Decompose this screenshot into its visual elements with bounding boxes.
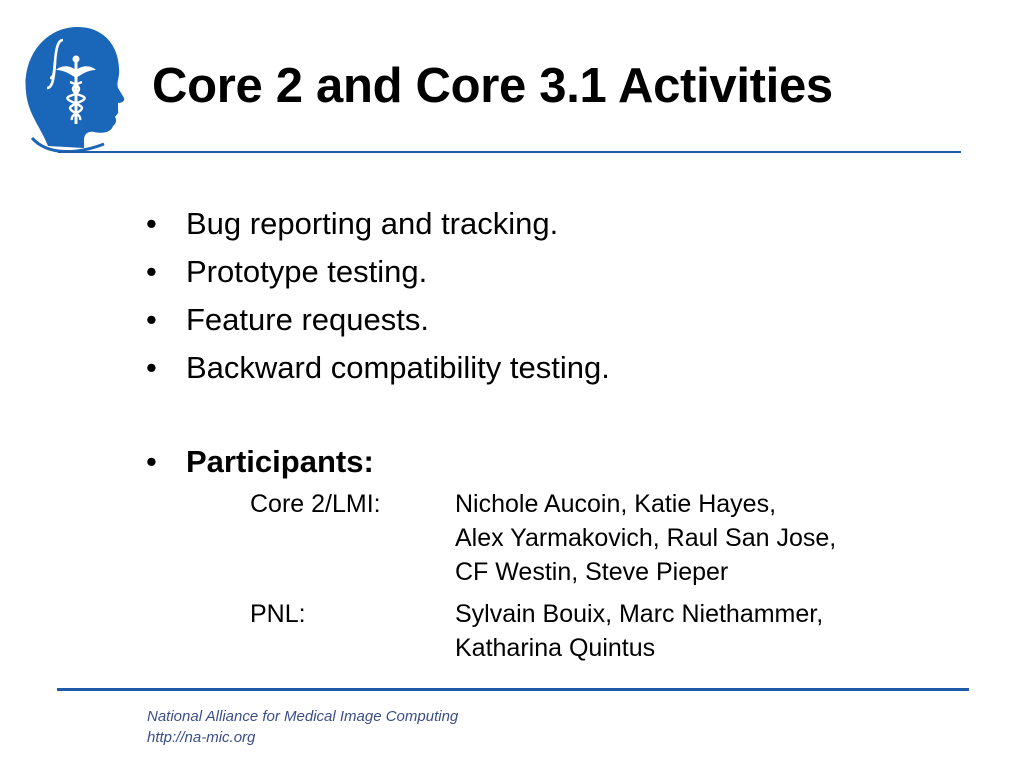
- bullet-dot: •: [146, 444, 157, 479]
- na-mic-head-caduceus-icon: [18, 22, 128, 154]
- slide-title: Core 2 and Core 3.1 Activities: [152, 59, 833, 113]
- bullet-dot: •: [146, 206, 157, 241]
- bullet-dot: •: [146, 302, 157, 337]
- group-names: [455, 597, 823, 665]
- list-item: [146, 200, 610, 248]
- names-line: Katharina Quintus: [455, 634, 656, 662]
- footer-org: National Alliance for Medical Image Computing: [147, 708, 459, 725]
- group-label: PNL:: [250, 600, 306, 628]
- footer-divider: [57, 688, 969, 691]
- bullet-dot: •: [146, 254, 157, 289]
- footer: [147, 706, 458, 748]
- participants-heading: [146, 440, 374, 484]
- footer-url[interactable]: http://na-mic.org: [147, 729, 256, 746]
- bullet-dot: •: [146, 350, 157, 385]
- bullet-text: Backward compatibility testing.: [186, 350, 610, 385]
- list-item: [146, 248, 610, 296]
- names-line: CF Westin, Steve Pieper: [455, 558, 729, 586]
- names-line: Nichole Aucoin, Katie Hayes,: [455, 490, 777, 518]
- group-label: Core 2/LMI:: [250, 490, 381, 518]
- participants-label: Participants:: [186, 444, 374, 479]
- list-item: [146, 344, 610, 392]
- names-line: Alex Yarmakovich, Raul San Jose,: [455, 524, 837, 552]
- group-names: [455, 487, 836, 589]
- bullet-text: Feature requests.: [186, 302, 429, 337]
- bullet-text: Prototype testing.: [186, 254, 428, 289]
- bullet-list: [146, 200, 610, 392]
- title-divider: [58, 151, 961, 153]
- list-item: [146, 296, 610, 344]
- bullet-text: Bug reporting and tracking.: [186, 206, 559, 241]
- names-line: Sylvain Bouix, Marc Niethammer,: [455, 600, 824, 628]
